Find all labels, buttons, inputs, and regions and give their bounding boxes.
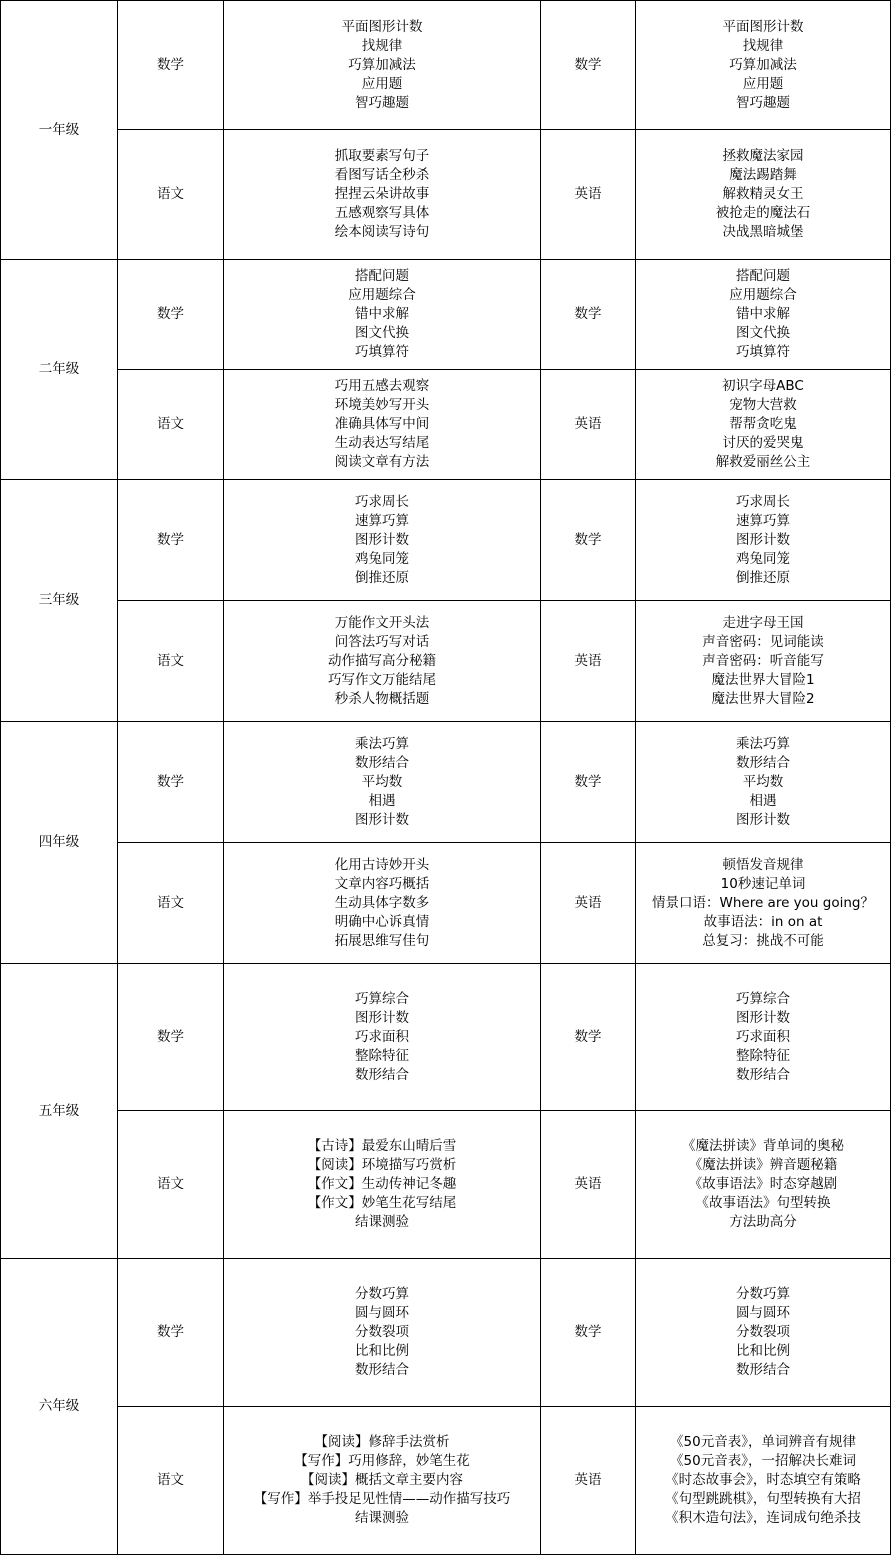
grade-subject-row [1,480,891,601]
topic-item: 图形计数 [355,531,409,548]
topics-cell-left [224,260,541,370]
topic-item: 巧用五感去观察 [334,378,430,394]
topic-item: 顿悟发音规律 [722,856,804,873]
subject-cell-left: 数学 [118,1,224,130]
topic-item: 数形结合 [736,1066,790,1083]
topic-item: 倒推还原 [736,569,790,586]
topic-item: 讨厌的爱哭鬼 [722,435,804,451]
topics-cell-left [224,370,541,480]
grade-cell: 四年级 [1,722,118,964]
topic-item: 阅读文章有方法 [334,454,430,470]
subject-cell-left: 语文 [118,370,224,480]
grade-subject-row [1,1111,891,1259]
topics-cell-left [224,843,541,964]
topic-item: 应用题综合 [729,287,797,303]
topic-item: 应用题 [361,75,403,92]
subject-cell-right: 英语 [541,601,636,722]
topic-item: 智巧趣题 [736,94,790,111]
topic-item: 【作文】妙笔生花写结尾 [307,1195,457,1211]
grade-subject-row [1,964,891,1111]
topic-item: 情景口语：Where are you going？ [652,894,874,911]
topic-item: 整除特征 [355,1047,409,1064]
topic-item: 巧求面积 [736,1028,790,1045]
topics-cell-right [636,1407,891,1555]
topic-item: 决战黑暗城堡 [722,224,804,240]
topic-item: 拯救魔法家园 [722,148,804,164]
topic-item: 数形结合 [355,1066,409,1083]
topics-cell-left [224,601,541,722]
topic-item: 速算巧算 [355,512,409,529]
grade-subject-row [1,722,891,843]
topics-cell-right [636,130,891,260]
topic-item: 乘法巧算 [355,735,409,752]
grade-cell: 三年级 [1,480,118,722]
topic-item: 宠物大营救 [729,397,797,413]
topic-item: 巧算综合 [736,990,790,1007]
topic-item: 巧求面积 [355,1028,409,1045]
topic-item: 捏捏云朵讲故事 [334,186,430,202]
topics-cell-right [636,1259,891,1407]
topic-item: 图形计数 [736,811,790,828]
topic-item: 魔法世界大冒险1 [711,671,815,688]
topics-cell-left [224,130,541,260]
topics-cell-left [224,480,541,601]
topic-item: 分数巧算 [736,1286,790,1302]
topic-item: 解救精灵女王 [722,186,804,202]
topic-item: 生动表达写结尾 [334,435,430,451]
topic-item: 魔法踢踏舞 [729,167,797,183]
topic-item: 分数裂项 [355,1324,409,1340]
subject-cell-right: 数学 [541,722,636,843]
topic-item: 平均数 [742,773,784,790]
topic-item: 绘本阅读写诗句 [334,224,430,240]
grade-cell: 六年级 [1,1259,118,1555]
topic-item: 问答法巧写对话 [334,633,430,650]
topic-item: 文章内容巧概括 [334,875,430,892]
topic-item: 分数巧算 [355,1286,409,1302]
topic-item: 图形计数 [736,1009,790,1026]
topic-item: 平均数 [361,773,403,790]
topic-item: 故事语法：in on at [703,913,823,930]
topic-item: 魔法世界大冒险2 [711,690,815,707]
subject-cell-left: 数学 [118,964,224,1111]
topic-item: 平面图形计数 [722,18,804,35]
topic-item: 分数裂项 [736,1324,790,1340]
topics-cell-right [636,601,891,722]
topic-item: 鸡兔同笼 [736,550,790,567]
topics-cell-left [224,1407,541,1555]
subject-cell-left: 语文 [118,130,224,260]
topic-item: 【阅读】环境描写巧赏析 [307,1157,457,1173]
topic-item: 【作文】生动传神记冬趣 [307,1176,457,1192]
topic-item: 《50元音表》，一招解决长难词 [670,1453,856,1469]
topic-item: 声音密码：见词能读 [702,633,824,650]
topic-item: 数形结合 [355,1362,409,1378]
topic-item: 《故事语法》句型转换 [695,1195,831,1211]
subject-cell-right: 英语 [541,370,636,480]
topic-item: 错中求解 [355,306,409,322]
topic-item: 五感观察写具体 [334,205,430,221]
topic-item: 《魔法拼读》辨音题秘籍 [688,1157,838,1173]
topic-item: 明确中心诉真情 [334,913,430,930]
subject-cell-right: 英语 [541,1407,636,1555]
topic-item: 应用题 [742,75,784,92]
topic-item: 巧写作文万能结尾 [328,671,436,688]
grade-subject-row [1,601,891,722]
topic-item: 图文代换 [736,325,790,341]
topic-item: 《句型跳跳棋》，句型转换有大招 [665,1491,861,1507]
topic-item: 图文代换 [355,325,409,341]
topic-item: 抓取要素写句子 [334,148,430,164]
grade-cell: 五年级 [1,964,118,1259]
topic-item: 看图写话全秒杀 [334,167,430,183]
topic-item: 比和比例 [736,1343,790,1359]
topic-item: 比和比例 [355,1343,409,1359]
topic-item: 巧算加减法 [729,56,797,73]
topic-item: 10秒速记单词 [720,875,806,892]
topic-item: 巧填算符 [736,344,790,360]
topic-item: 错中求解 [736,306,790,322]
grade-subject-row [1,843,891,964]
topic-item: 巧求周长 [355,493,409,510]
topics-cell-right [636,480,891,601]
subject-cell-right: 英语 [541,130,636,260]
topic-item: 《积木造句法》，连词成句绝杀技 [665,1510,861,1526]
topic-item: 圆与圆环 [355,1305,409,1321]
topics-cell-left [224,1259,541,1407]
topic-item: 生动具体字数多 [334,894,430,911]
topics-cell-right [636,1111,891,1259]
topic-item: 走进字母王国 [722,614,804,631]
topic-item: 整除特征 [736,1047,790,1064]
topic-item: 搭配问题 [736,268,790,284]
topic-item: 数形结合 [355,754,409,771]
topic-item: 巧算综合 [355,990,409,1007]
topics-cell-right [636,370,891,480]
topic-item: 解救爱丽丝公主 [715,454,811,470]
topic-item: 相遇 [368,792,396,809]
topics-cell-left [224,1111,541,1259]
grade-subject-row [1,1259,891,1407]
topic-item: 被抢走的魔法石 [715,205,811,221]
topic-item: 圆与圆环 [736,1305,790,1321]
topic-item: 找规律 [742,37,784,54]
topic-item: 巧填算符 [355,344,409,360]
topic-item: 【阅读】概括文章主要内容 [301,1472,463,1488]
topics-cell-right [636,722,891,843]
topic-item: 巧求周长 [736,493,790,510]
subject-cell-right: 数学 [541,260,636,370]
topic-item: 速算巧算 [736,512,790,529]
topics-cell-left [224,722,541,843]
topic-item: 结课测验 [355,1510,409,1526]
subject-cell-right: 英语 [541,1111,636,1259]
subject-cell-left: 数学 [118,1259,224,1407]
grade-cell: 一年级 [1,1,118,260]
topic-item: 应用题综合 [348,287,416,303]
topic-item: 智巧趣题 [355,94,409,111]
topic-item: 拓展思维写佳句 [334,932,430,949]
topic-item: 图形计数 [355,811,409,828]
grade-subject-row [1,260,891,370]
topic-item: 图形计数 [736,531,790,548]
topic-item: 图形计数 [355,1009,409,1026]
subject-cell-left: 语文 [118,1111,224,1259]
topic-item: 找规律 [361,37,403,54]
subject-cell-right: 数学 [541,1,636,130]
subject-cell-left: 语文 [118,601,224,722]
subject-cell-right: 数学 [541,964,636,1111]
topic-item: 结课测验 [355,1214,409,1230]
topic-item: 方法助高分 [729,1214,797,1230]
grade-subject-row [1,1407,891,1555]
topic-item: 搭配问题 [355,268,409,284]
topic-item: 《魔法拼读》背单词的奥秘 [682,1138,844,1154]
topic-item: 【写作】举手投足见性情——动作描写技巧 [253,1491,511,1507]
topic-item: 化用古诗妙开头 [334,856,430,873]
topic-item: 数形结合 [736,1362,790,1378]
topic-item: 相遇 [749,792,777,809]
topic-item: 乘法巧算 [736,735,790,752]
grade-subject-row [1,370,891,480]
topic-item: 数形结合 [736,754,790,771]
topic-item: 初识字母ABC [722,378,804,394]
topic-item: 倒推还原 [355,569,409,586]
subject-cell-right: 英语 [541,843,636,964]
topics-cell-left [224,1,541,130]
subject-cell-left: 数学 [118,260,224,370]
topic-item: 《50元音表》，单词辨音有规律 [670,1434,856,1450]
topics-cell-right [636,260,891,370]
subject-cell-left: 数学 [118,722,224,843]
topic-item: 《时态故事会》，时态填空有策略 [665,1472,861,1488]
grade-subject-row [1,1,891,130]
topic-item: 万能作文开头法 [334,614,430,631]
topics-cell-left [224,964,541,1111]
topics-cell-right [636,964,891,1111]
topic-item: 【写作】巧用修辞，妙笔生花 [294,1453,470,1469]
topics-cell-right [636,1,891,130]
subject-cell-right: 数学 [541,480,636,601]
topic-item: 【阅读】修辞手法赏析 [314,1434,450,1450]
subject-cell-right: 数学 [541,1259,636,1407]
subject-cell-left: 语文 [118,1407,224,1555]
topic-item: 声音密码：听音能写 [702,652,824,669]
topic-item: 【古诗】最爱东山晴后雪 [307,1138,457,1154]
topic-item: 《故事语法》时态穿越剧 [688,1176,838,1192]
topic-item: 巧算加减法 [348,56,416,73]
subject-cell-left: 语文 [118,843,224,964]
topic-item: 环境美妙写开头 [334,397,430,413]
topic-item: 总复习：挑战不可能 [702,932,824,949]
topic-item: 动作描写高分秘籍 [328,652,436,669]
topic-item: 帮帮贪吃鬼 [729,416,797,432]
topic-item: 秒杀人物概括题 [334,690,430,707]
subject-cell-left: 数学 [118,480,224,601]
topic-item: 准确具体写中间 [334,416,430,432]
grade-cell: 二年级 [1,260,118,480]
topics-cell-right [636,843,891,964]
grade-subject-row [1,130,891,260]
topic-item: 平面图形计数 [341,18,423,35]
topic-item: 鸡兔同笼 [355,550,409,567]
